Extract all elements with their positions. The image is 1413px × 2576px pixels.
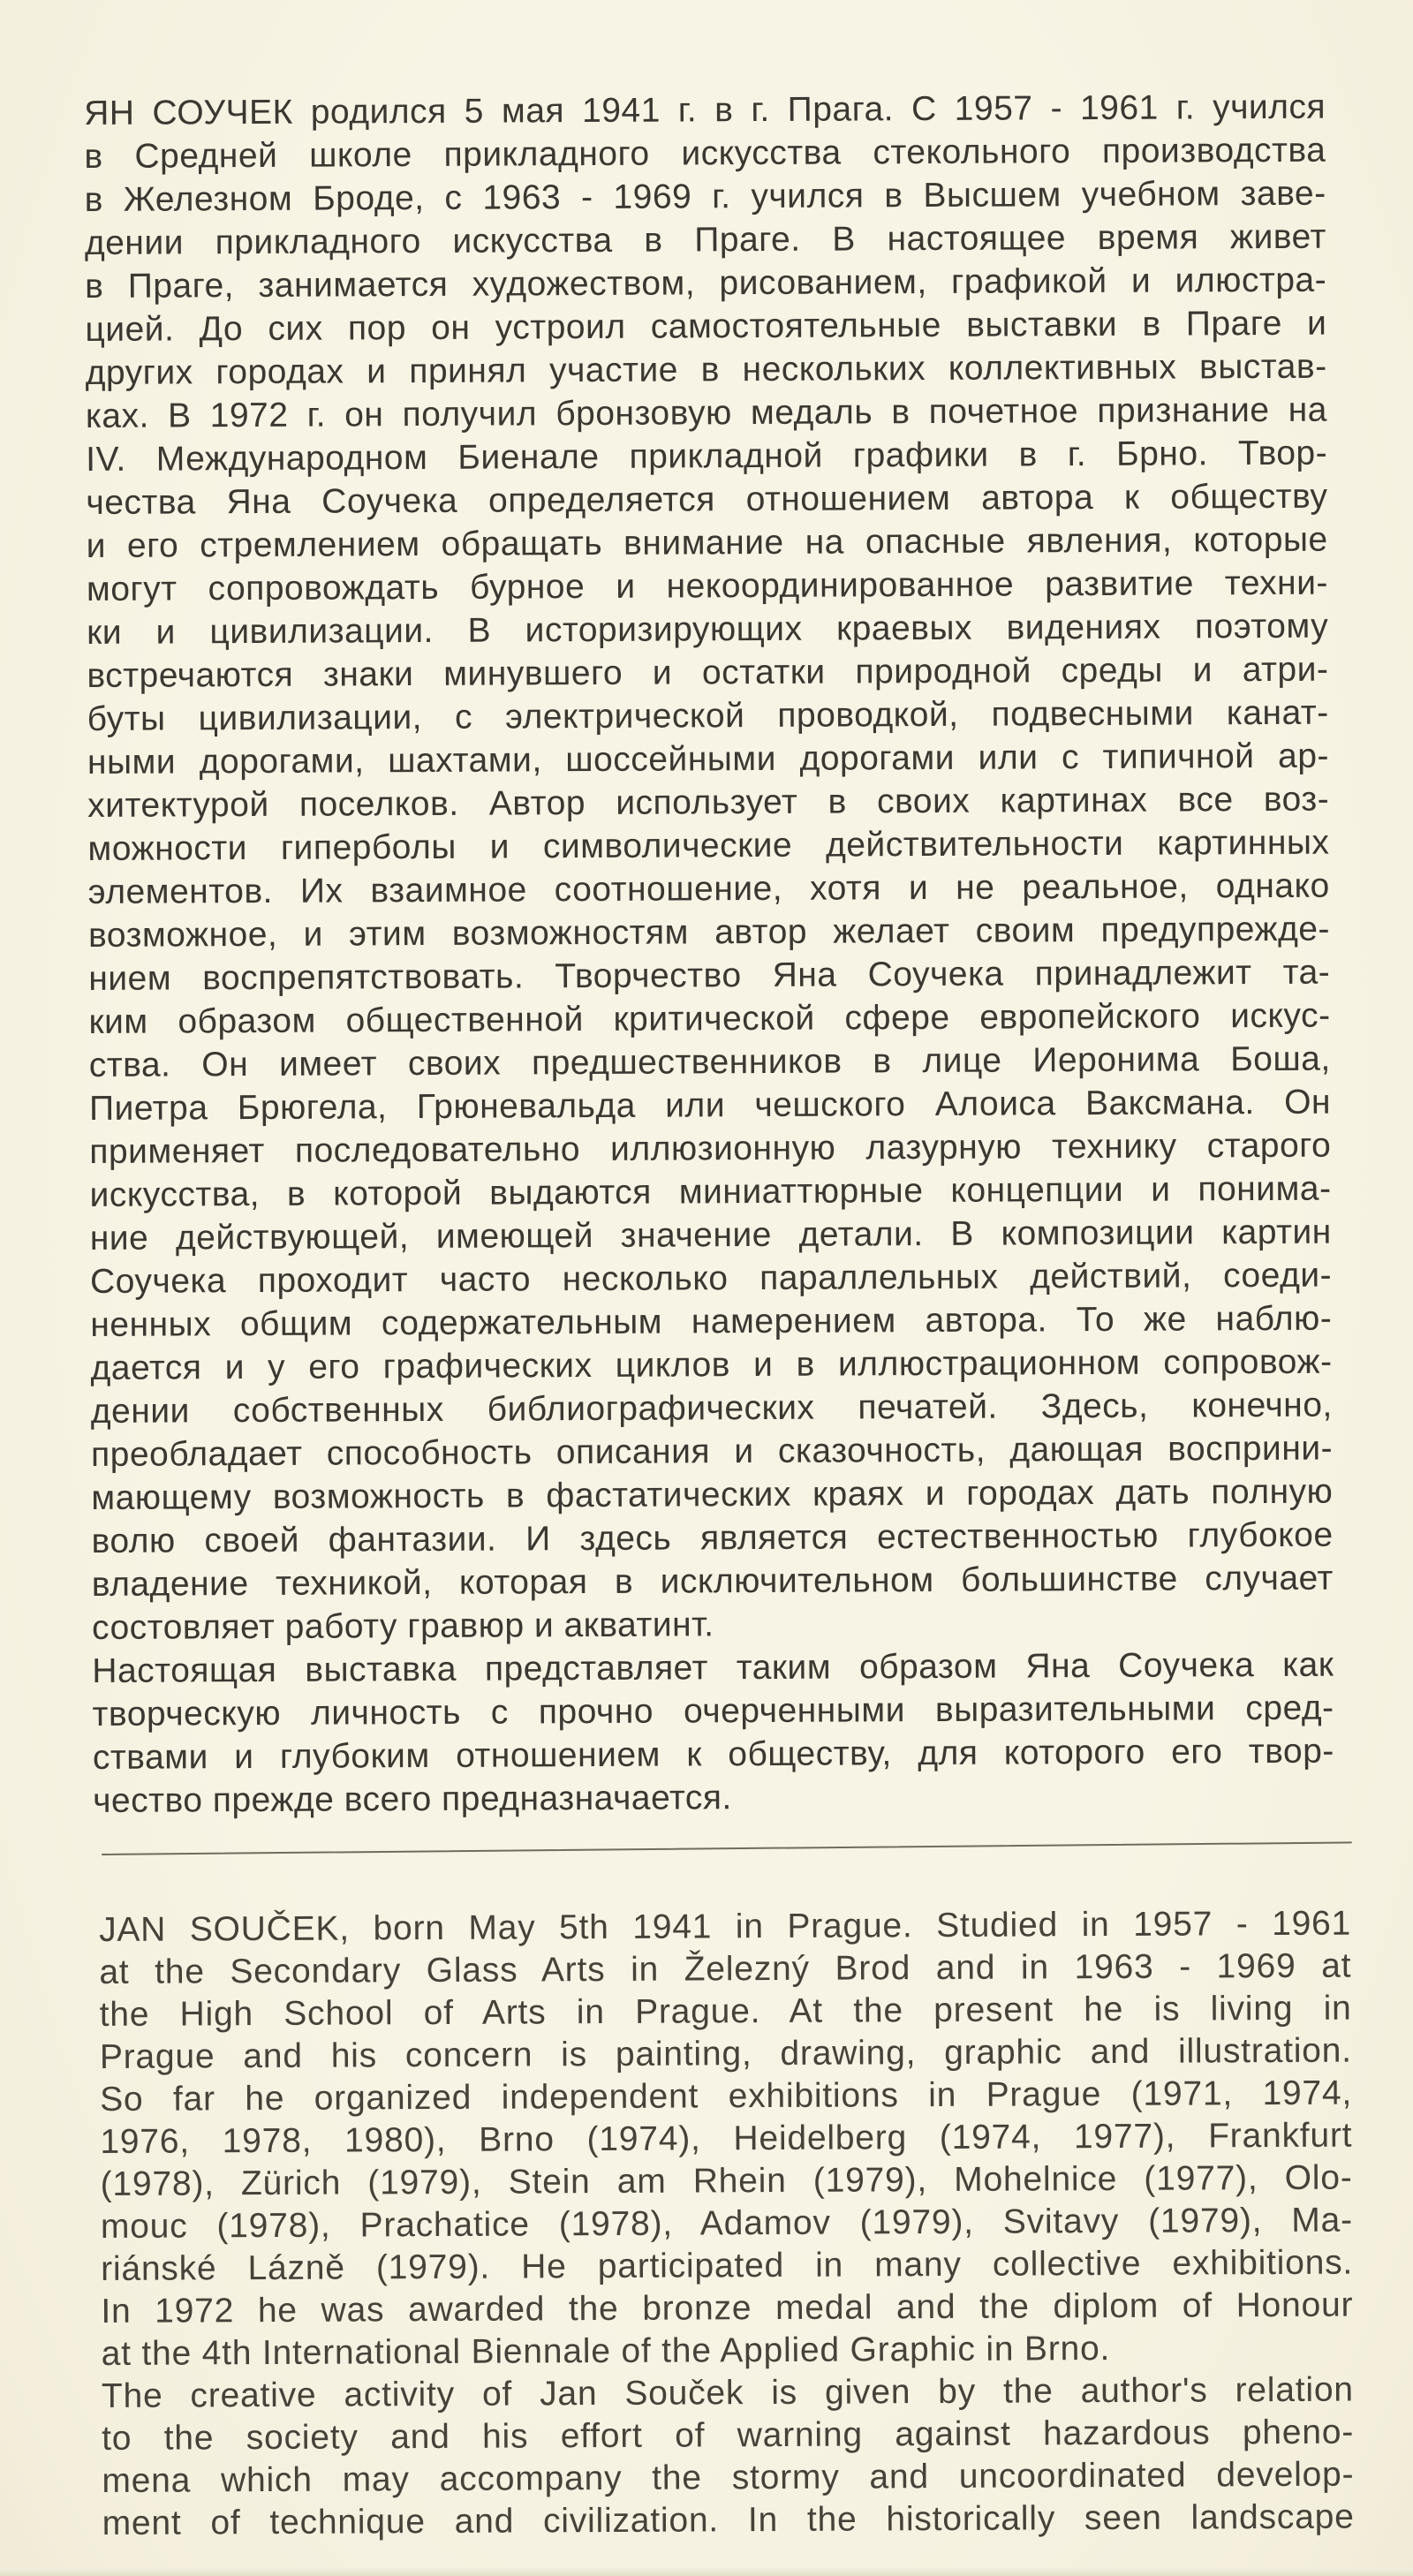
text-line: So far he organized independent exhibitions in Prague (1971, 1974,: [100, 2074, 1353, 2119]
text-line: Prague and his concern is painting, drawing, graphic and illustration.: [99, 2031, 1352, 2076]
text-line: In 1972 he was awarded the bronze medal and the diplom of Honour: [101, 2285, 1354, 2330]
text-line: других городах и принял участие в нескольких коллективных выстав-: [85, 347, 1327, 392]
text-line: элементов. Их взаимное соотношение, хотя и не реальное, однако: [87, 866, 1330, 911]
text-line: ЯН СОУЧЕК родился 5 мая 1941 г. в г. Прага. С 1957 - 1961 г. учился: [84, 87, 1326, 132]
text-line: ment of technique and civilization. In the historically seen landscape: [102, 2497, 1355, 2542]
text-line: преобладает способность описания и сказочность, дающая восприни-: [90, 1429, 1334, 1474]
text-line: ными дорогами, шахтами, шоссейными дорогами или с типичной ар-: [87, 737, 1330, 782]
text-line: творческую личность с прочно очерченными выразительными сред-: [92, 1688, 1334, 1734]
paper-bottom-edge: [0, 2568, 1413, 2576]
text-line: ства. Он имеет своих предшественников в лице Иеронима Боша,: [88, 1039, 1331, 1084]
text-line: ким образом общественной критической сфере европейского искус-: [88, 996, 1331, 1041]
text-line: в Железном Броде, с 1963 - 1969 г. учился в Высшем учебном заве-: [84, 174, 1326, 219]
text-line: at the 4th International Biennale of the Applied Graphic in Brno.: [101, 2330, 1111, 2373]
text-line: волю своей фантазии. И здесь является естественностью глубокое: [91, 1515, 1334, 1560]
text-line: чества Яна Соучека определяется отношением автора к обществу: [86, 477, 1328, 522]
text-line: искусства, в которой выдаются миниаттюрные концепции и понима-: [89, 1169, 1332, 1214]
text-line: возможное, и этим возможностям автор желает своим предупрежде-: [87, 910, 1331, 955]
text-line: at the Secondary Glass Arts in Železný Brod and in 1963 - 1969 at: [99, 1946, 1352, 1991]
text-line: riánské Lázně (1979). He participated in many collective exhibitions.: [101, 2243, 1354, 2288]
text-line: состовляет работу гравюр и акватинт.: [91, 1605, 714, 1647]
text-line: мающему возможность в фастатических краях и городах дать полную: [91, 1472, 1334, 1517]
text-line: в Праге, занимается художеством, рисованием, графикой и илюстра-: [85, 261, 1327, 306]
text-line: владение техникой, которая в исключительном большинстве случает: [91, 1559, 1334, 1604]
text-line: (1978), Zürich (1979), Stein am Rhein (1979), Mohelnice (1977), Olo-: [100, 2158, 1353, 2203]
text-line: чество прежде всего предназначается.: [93, 1779, 732, 1820]
text-line: mouc (1978), Prachatice (1978), Adamov (1979), Svitavy (1979), Ma-: [100, 2201, 1353, 2246]
text-line: ние действующей, имеющей значение детали. В композиции картин: [89, 1212, 1332, 1258]
text-line: цией. До сих пор он устроил самостоятельные выставки в Праге и: [85, 304, 1327, 349]
text-line: нием воспрепятствовать. Творчество Яна Соучека принадлежит та-: [88, 953, 1331, 998]
text-line: в Средней школе прикладного искусства стекольного производства: [84, 131, 1326, 176]
text-line: 1976, 1978, 1980), Brno (1974), Heidelberg (1974, 1977), Frankfurt: [100, 2116, 1353, 2161]
text-line: IV. Международном Биенале прикладной графики в г. Брно. Твор-: [86, 434, 1328, 479]
text-line: ки и цивилизации. В историзирующих краевых видениях поэтому: [87, 607, 1329, 652]
text-line: дении прикладного искусства в Праге. В настоящее время живет: [84, 217, 1326, 262]
text-line: mena which may accompany the stormy and uncoordinated develop-: [102, 2455, 1355, 2500]
text-line: Настоящая выставка представляет таким образом Яна Соучека как: [92, 1645, 1334, 1690]
text-line: хитектурой поселков. Автор использует в своих картинах все воз-: [87, 780, 1330, 825]
text-line: ненных общим содержательным намерением автора. То же наблю-: [90, 1299, 1333, 1344]
text-line: Пиетра Брюгела, Грюневальда или чешского Алоиса Ваксмана. Он: [88, 1083, 1332, 1128]
text-line: Соучека проходит часто несколько параллельных действий, соеди-: [89, 1256, 1333, 1301]
text-line: могут сопровождать бурное и некоординированное развитие техни-: [86, 563, 1329, 608]
text-line: и его стремлением обращать внимание на опасные явления, которые: [86, 520, 1328, 565]
text-line: буты цивилизации, с электрической проводкой, подвесными канат-: [87, 693, 1329, 738]
text-line: ках. В 1972 г. он получил бронзовую медаль в почетное признание на: [85, 390, 1328, 435]
text-line: ствами и глубоким отношением к обществу, для которого его твор-: [92, 1732, 1334, 1777]
text-line: JAN SOUČEK, born May 5th 1941 in Prague. Studied in 1957 - 1961: [99, 1904, 1352, 1949]
text-line: the High School of Arts in Prague. At the present he is living in: [99, 1989, 1352, 2034]
text-line: дается и у его графических циклов и в иллюстрационном сопровож-: [90, 1342, 1333, 1387]
text-line: встречаются знаки минувшего и остатки природной среды и атри-: [87, 650, 1329, 695]
section-divider-rule: [102, 1841, 1352, 1855]
text-line: можности гиперболы и символические действительности картинных: [87, 823, 1330, 868]
text-line: дении собственных библиографических печатей. Здесь, конечно,: [90, 1386, 1333, 1431]
text-line: применяет последовательно иллюзионную лазурную технику старого: [89, 1126, 1332, 1171]
text-line: to the society and his effort of warning against hazardous pheno-: [102, 2413, 1355, 2458]
text-line: The creative activity of Jan Souček is given by the author's relation: [101, 2370, 1354, 2415]
russian-bio-paragraphs: [84, 86, 1334, 1823]
english-bio-paragraphs: [99, 1903, 1355, 2545]
